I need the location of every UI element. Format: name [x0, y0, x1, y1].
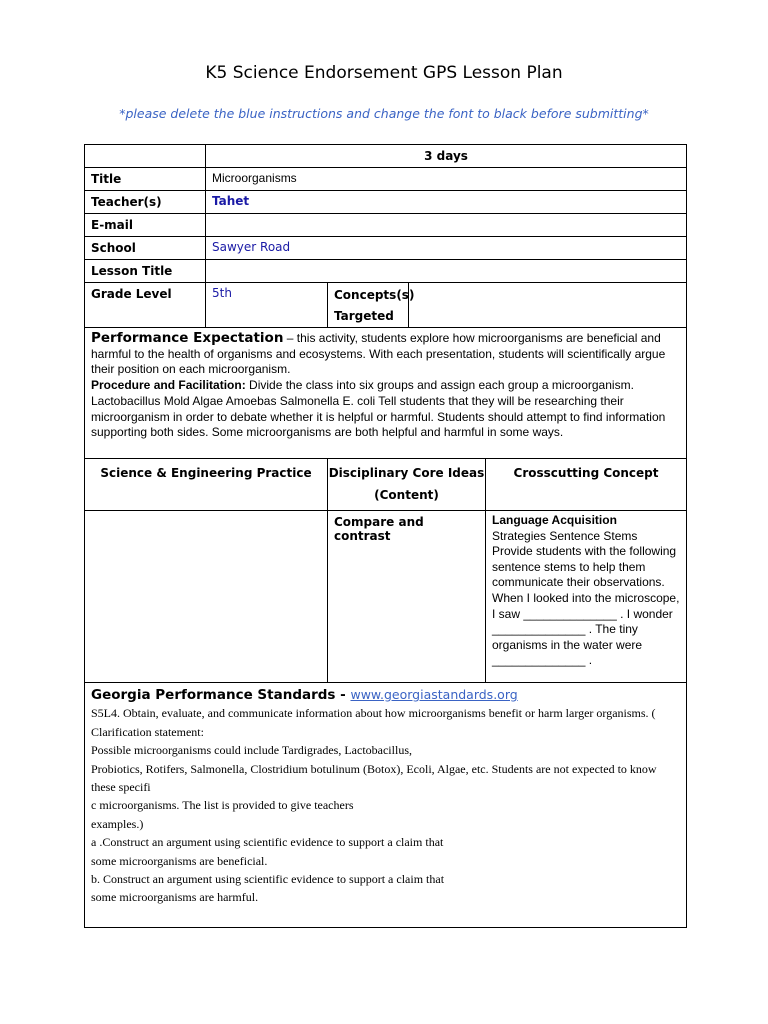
grade-label: Grade Level: [85, 283, 206, 328]
school-row: [85, 237, 687, 260]
standards-line: Possible microorganisms could include Tardigrades, Lactobacillus,: [91, 743, 412, 758]
school-label: School: [85, 237, 206, 260]
teacher-row: [85, 191, 687, 214]
instructions-note: *please delete the blue instructions and change the font to black before submitting*: [119, 106, 649, 121]
performance-row: [85, 328, 687, 459]
pe-label: Performance Expectation: [91, 330, 284, 346]
standards-line: b. Construct an argument using scientific evidence to support a claim that: [91, 872, 445, 887]
standards-heading: Georgia Performance Standards: [91, 687, 336, 703]
standards-section: [85, 683, 687, 928]
lesson-plan-table: [84, 144, 687, 928]
email-field[interactable]: [206, 214, 687, 237]
ccc-title: Language Acquisition: [492, 513, 617, 527]
columns-header-row: [85, 459, 687, 511]
standards-separator: -: [335, 687, 351, 703]
standards-line: a .Construct an argument using scientific evidence to support a claim that: [91, 835, 444, 850]
ccc-content: [486, 511, 687, 683]
duration: 3 days: [206, 145, 687, 168]
title-field[interactable]: Microorganisms: [206, 168, 687, 191]
standards-row: [85, 683, 687, 928]
lesson-title-row: [85, 260, 687, 283]
ccc-text: Strategies Sentence Stems Provide students with the following sentence stems to help them communicate their observations. When I looked into the microscope, I saw ______________ . I wonder ______________ . The tiny organisms in the water were ______________ .: [492, 528, 680, 668]
dci-header: Disciplinary Core Ideas (Content): [328, 459, 486, 511]
teacher-field[interactable]: Tahet: [206, 191, 687, 214]
email-label: E-mail: [85, 214, 206, 237]
email-row: [85, 214, 687, 237]
pe-text: – this activity, students explore how microorganisms are beneficial and harmful to the health of organisms and ecosystems. With each presentation, students will scientifically argue their position on each microorganism.: [91, 331, 666, 377]
standards-line: examples.): [91, 816, 144, 831]
duration-row: [85, 145, 687, 168]
document-title: K5 Science Endorsement GPS Lesson Plan: [205, 63, 563, 83]
standards-line: Probiotics, Rotifers, Salmonella, Clostridium botulinum (Botox), Ecoli, Algae, etc. Students are not expected to know these specifi: [91, 761, 657, 795]
teacher-label: Teacher(s): [85, 191, 206, 214]
grade-row: [85, 283, 687, 328]
lesson-title-field[interactable]: [206, 260, 687, 283]
sep-content[interactable]: [85, 511, 328, 683]
lesson-title-label: Lesson Title: [85, 260, 206, 283]
standards-line: some microorganisms are harmful.: [91, 890, 259, 905]
dci-content: Compare and contrast: [328, 511, 486, 683]
columns-content-row: [85, 511, 687, 683]
standards-link[interactable]: www.georgiastandards.org: [350, 687, 518, 702]
concepts-label: Concepts(s) Targeted: [328, 283, 409, 328]
title-row: [85, 168, 687, 191]
standards-line: S5L4. Obtain, evaluate, and communicate information about how microorganisms benefit or harm larger organisms. (: [91, 706, 656, 721]
standards-line: c microorganisms. The list is provided to give teachers: [91, 798, 354, 813]
standards-line: Clarification statement:: [91, 724, 204, 739]
concepts-field[interactable]: [409, 283, 687, 328]
title-label: Title: [85, 168, 206, 191]
standards-line: some microorganisms are beneficial.: [91, 853, 268, 868]
ccc-header: Crosscutting Concept: [486, 459, 687, 511]
performance-section: [85, 328, 687, 459]
sep-header: Science & Engineering Practice: [85, 459, 328, 511]
grade-field[interactable]: 5th: [206, 283, 328, 328]
school-field[interactable]: Sawyer Road: [206, 237, 687, 260]
pf-text: Divide the class into six groups and assign each group a microorganism. Lactobacillus Mold Algae Amoebas Salmonella E. coli Tell students that they will be researching their microorganism in order to debate whether it is helpful or harmful. Students should attempt to find information supporting both sides. Some microorganisms are both helpful and harmful in some ways.: [91, 378, 666, 440]
pf-label: Procedure and Facilitation:: [91, 378, 246, 393]
